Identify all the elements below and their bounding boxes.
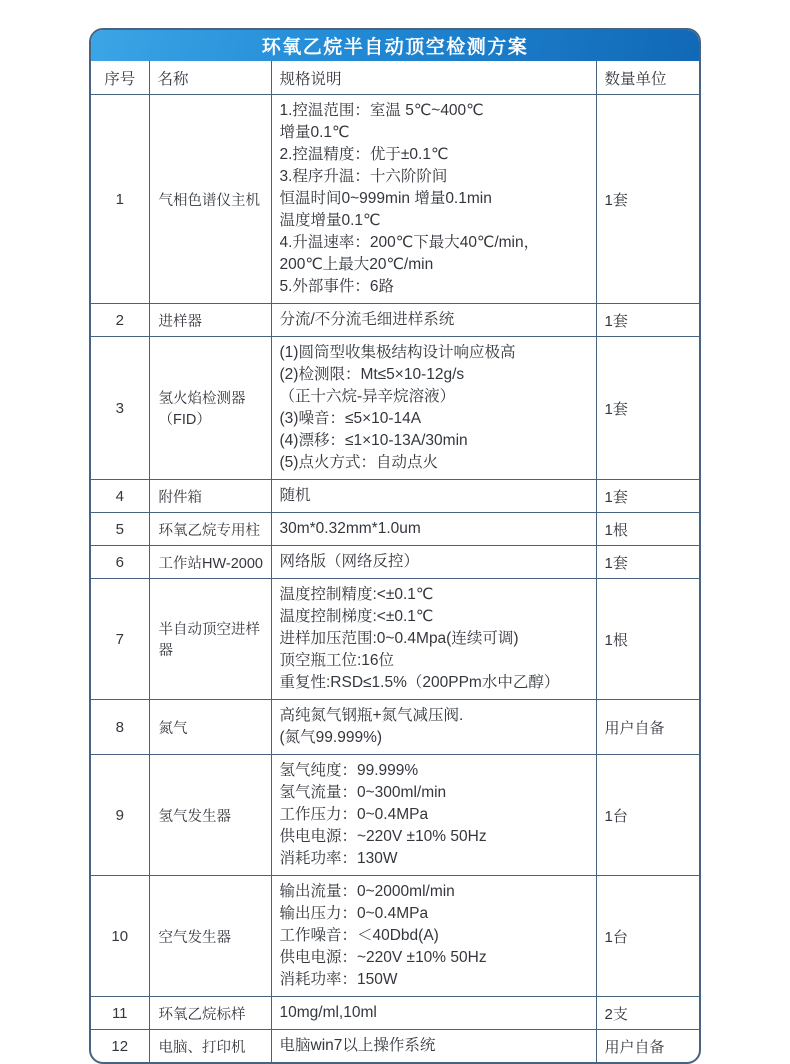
spec-line: (1)圆筒型收集极结构设计响应极高 bbox=[279, 344, 516, 361]
row-no-cell: 12 bbox=[91, 1030, 149, 1063]
spec-line: 供电电源：~220V ±10% 50Hz bbox=[279, 949, 487, 966]
spec-line: 重复性:RSD≤1.5%（200PPm水中乙醇） bbox=[279, 674, 560, 691]
spec-line: 工作噪音：＜40Dbd(A) bbox=[279, 927, 439, 944]
row-no-cell: 4 bbox=[91, 480, 149, 513]
row-spec-cell bbox=[271, 304, 596, 337]
row-no-cell: 7 bbox=[91, 579, 149, 700]
row-spec-cell bbox=[271, 876, 596, 997]
spec-line: 高纯氮气钢瓶+氮气减压阀. bbox=[279, 707, 464, 724]
row-spec-cell bbox=[271, 700, 596, 755]
table-row bbox=[91, 700, 699, 755]
column-header: 名称 bbox=[149, 61, 271, 95]
row-spec-cell bbox=[271, 1030, 596, 1063]
spec-line: 4.升温速率：200℃下最大40℃/min， bbox=[279, 234, 540, 251]
row-name-cell: 氢气发生器 bbox=[149, 755, 271, 876]
row-no-cell: 6 bbox=[91, 546, 149, 579]
spec-line: 温度控制梯度:<±0.1℃ bbox=[279, 608, 434, 625]
row-no-cell: 5 bbox=[91, 513, 149, 546]
row-qty-cell: 1根 bbox=[596, 513, 699, 546]
spec-line: (5)点火方式：自动点火 bbox=[279, 454, 438, 471]
spec-line: 5.外部事件：6路 bbox=[279, 278, 395, 295]
row-qty-cell: 1台 bbox=[596, 876, 699, 997]
title-banner bbox=[91, 30, 699, 61]
row-name-cell: 环氧乙烷专用柱 bbox=[149, 513, 271, 546]
row-spec-cell bbox=[271, 755, 596, 876]
spec-line: (4)漂移：≤1×10-13A/30min bbox=[279, 432, 468, 449]
row-qty-cell: 1套 bbox=[596, 95, 699, 304]
table-row bbox=[91, 755, 699, 876]
row-qty-cell: 1台 bbox=[596, 755, 699, 876]
row-spec-cell bbox=[271, 579, 596, 700]
row-qty-cell: 1套 bbox=[596, 480, 699, 513]
table-body bbox=[91, 95, 699, 1063]
row-name-cell: 进样器 bbox=[149, 304, 271, 337]
spec-line: 200℃上最大20℃/min bbox=[279, 256, 434, 273]
spec-line: 10mg/ml,10ml bbox=[279, 1004, 377, 1021]
spec-line: 氢气纯度：99.999% bbox=[279, 762, 419, 779]
table-row bbox=[91, 480, 699, 513]
table-row bbox=[91, 579, 699, 700]
spec-line: 恒温时间0~999min 增量0.1min bbox=[279, 190, 492, 207]
spec-line: 消耗功率：130W bbox=[279, 850, 398, 867]
table-row bbox=[91, 997, 699, 1030]
spec-line: (2)检测限：Mt≤5×10-12g/s bbox=[279, 366, 465, 383]
page-title: 环氧乙烷半自动顶空检测方案 bbox=[261, 37, 529, 58]
spec-sheet bbox=[89, 28, 701, 1064]
spec-line: 供电电源：~220V ±10% 50Hz bbox=[279, 828, 487, 845]
row-name-cell: 气相色谱仪主机 bbox=[149, 95, 271, 304]
row-no-cell: 2 bbox=[91, 304, 149, 337]
row-spec-cell bbox=[271, 513, 596, 546]
row-spec-cell bbox=[271, 337, 596, 480]
row-no-cell: 10 bbox=[91, 876, 149, 997]
spec-line: 1.控温范围：室温 5℃~400℃ bbox=[279, 102, 484, 119]
spec-line: 输出压力：0~0.4MPa bbox=[279, 905, 429, 922]
row-qty-cell: 1根 bbox=[596, 579, 699, 700]
column-header: 规格说明 bbox=[271, 61, 596, 95]
spec-line: 进样加压范围:0~0.4Mpa(连续可调) bbox=[279, 630, 519, 647]
table-row bbox=[91, 513, 699, 546]
spec-line: 2.控温精度：优于±0.1℃ bbox=[279, 146, 449, 163]
row-no-cell: 9 bbox=[91, 755, 149, 876]
row-no-cell: 1 bbox=[91, 95, 149, 304]
row-name-cell: 工作站HW-2000 bbox=[149, 546, 271, 579]
spec-line: 工作压力：0~0.4MPa bbox=[279, 806, 429, 823]
spec-line: 30m*0.32mm*1.0um bbox=[279, 520, 421, 537]
row-qty-cell: 1套 bbox=[596, 546, 699, 579]
spec-line: 温度增量0.1℃ bbox=[279, 212, 381, 229]
row-spec-cell bbox=[271, 95, 596, 304]
spec-line: 3.程序升温：十六阶阶间 bbox=[279, 168, 448, 185]
row-no-cell: 3 bbox=[91, 337, 149, 480]
row-name-cell: 氮气 bbox=[149, 700, 271, 755]
spec-line: (3)噪音：≤5×10-14A bbox=[279, 410, 422, 427]
spec-line: 增量0.1℃ bbox=[279, 124, 350, 141]
spec-line: 网络版（网络反控） bbox=[279, 553, 420, 570]
row-name-cell: 半自动顶空进样器 bbox=[149, 579, 271, 700]
row-name-cell: 附件箱 bbox=[149, 480, 271, 513]
table-row bbox=[91, 95, 699, 304]
spec-line: 顶空瓶工位:16位 bbox=[279, 652, 395, 669]
spec-line: 温度控制精度:<±0.1℃ bbox=[279, 586, 434, 603]
table-row bbox=[91, 1030, 699, 1063]
row-name-cell: 环氧乙烷标样 bbox=[149, 997, 271, 1030]
table-row bbox=[91, 546, 699, 579]
column-header: 序号 bbox=[91, 61, 149, 95]
row-name-cell: 氢火焰检测器（FID） bbox=[149, 337, 271, 480]
row-qty-cell: 用户自备 bbox=[596, 1030, 699, 1063]
table-row bbox=[91, 337, 699, 480]
row-qty-cell: 用户自备 bbox=[596, 700, 699, 755]
spec-line: 随机 bbox=[279, 487, 311, 504]
table-row bbox=[91, 304, 699, 337]
spec-line: 消耗功率：150W bbox=[279, 971, 398, 988]
spec-line: 输出流量：0~2000ml/min bbox=[279, 883, 455, 900]
row-spec-cell bbox=[271, 997, 596, 1030]
row-qty-cell: 1套 bbox=[596, 304, 699, 337]
row-qty-cell: 1套 bbox=[596, 337, 699, 480]
column-header: 数量单位 bbox=[596, 61, 699, 95]
row-no-cell: 8 bbox=[91, 700, 149, 755]
row-no-cell: 11 bbox=[91, 997, 149, 1030]
row-spec-cell bbox=[271, 480, 596, 513]
row-name-cell: 电脑、打印机 bbox=[149, 1030, 271, 1063]
spec-table bbox=[91, 61, 699, 1062]
spec-line: 氢气流量：0~300ml/min bbox=[279, 784, 447, 801]
table-row bbox=[91, 876, 699, 997]
spec-line: 分流/不分流毛细进样系统 bbox=[279, 311, 455, 328]
row-spec-cell bbox=[271, 546, 596, 579]
spec-line: (氮气99.999%) bbox=[279, 729, 383, 746]
row-name-cell: 空气发生器 bbox=[149, 876, 271, 997]
header-row bbox=[91, 61, 699, 95]
spec-line: 电脑win7以上操作系统 bbox=[279, 1037, 436, 1054]
row-qty-cell: 2支 bbox=[596, 997, 699, 1030]
spec-line: （正十六烷-异辛烷溶液） bbox=[279, 388, 456, 405]
